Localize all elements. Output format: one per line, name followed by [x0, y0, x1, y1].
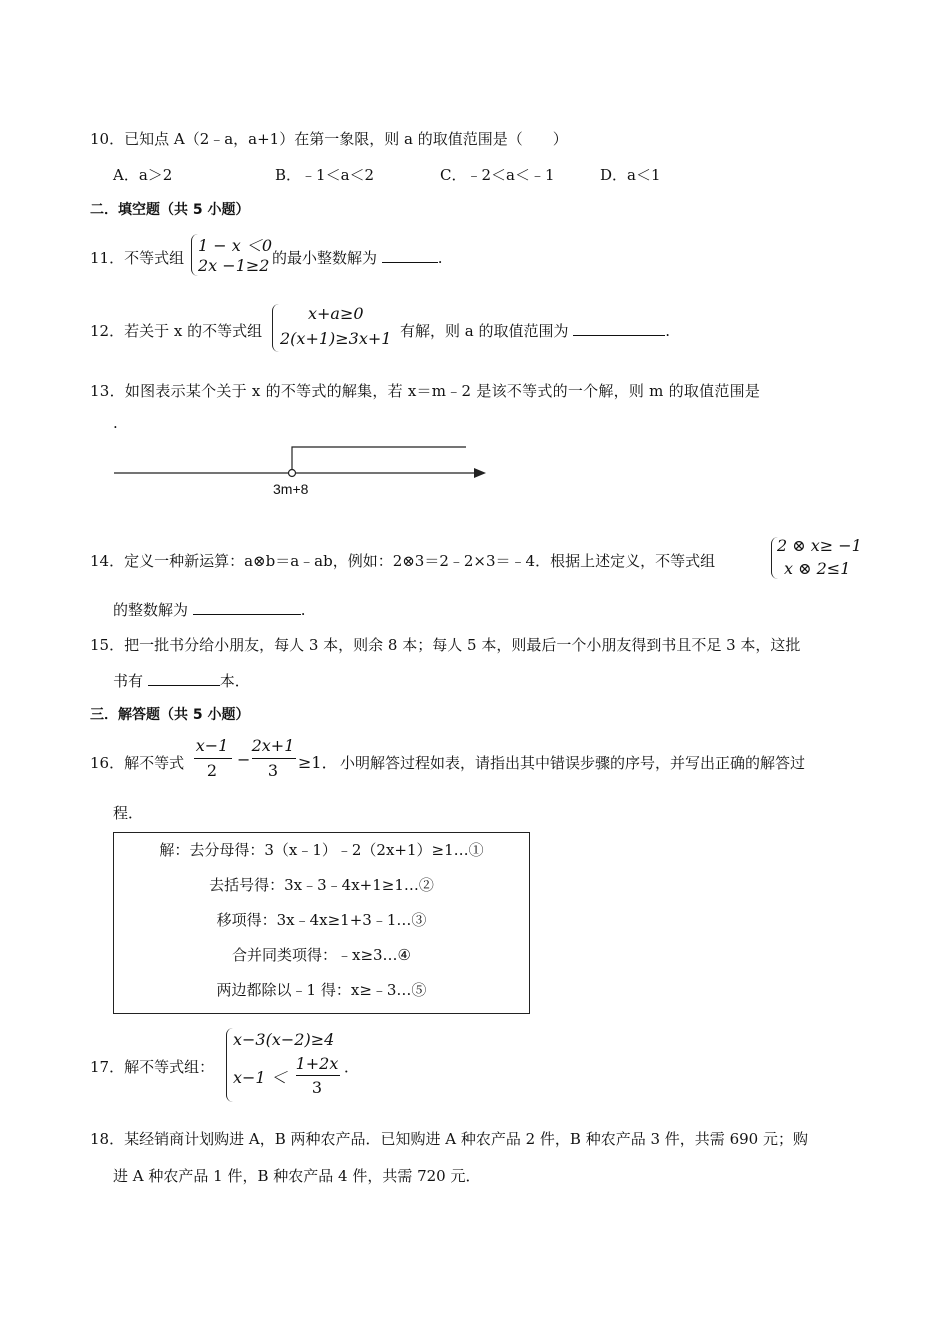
section-heading-fill-blank: 二．填空题（共 5 小题）	[90, 202, 250, 218]
q12-ineq-1: x+a≥0	[308, 304, 364, 323]
question-12-prefix: 12．若关于 x 的不等式组	[90, 322, 263, 340]
question-11-suffix: 的最小整数解为 .	[272, 249, 443, 267]
solution-step-5: 两边都除以﹣1 得：x≥﹣3…⑤	[216, 981, 427, 999]
fraction-bar	[252, 758, 296, 759]
question-18-cont: 进 A 种农产品 1 件，B 种农产品 4 件，共需 720 元．	[113, 1167, 481, 1185]
solution-box	[113, 832, 530, 1014]
option-a: A．a＞2	[113, 166, 173, 184]
q11-ineq-1: 1 − x ＜0	[198, 236, 273, 255]
question-16-prefix: 16．解不等式	[90, 754, 185, 772]
fraction-2-denominator: 3	[267, 761, 279, 780]
question-13-cont: .	[113, 414, 118, 432]
solution-step-3: 移项得：3x﹣4x≥1+3﹣1…③	[216, 911, 427, 929]
question-15-cont: 书有 本．	[113, 672, 250, 690]
fraction-1-numerator: x−1	[195, 736, 229, 755]
q17-fraction-denominator: 3	[311, 1078, 323, 1097]
question-16-cont: 程．	[113, 804, 144, 822]
minus-sign: −	[237, 750, 251, 769]
question-15-text: 15．把一批书分给小朋友，每人 3 本，则余 8 本；每人 5 本，则最后一个小朋友得到书且不足 3 本，这批	[90, 636, 801, 654]
question-18-text: 18．某经销商计划购进 A，B 两种农产品．已知购进 A 种农产品 2 件，B 种农产品 3 件，共需 690 元；购	[90, 1130, 808, 1148]
question-10-text: 10．已知点 A（2﹣a，a+1）在第一象限，则 a 的取值范围是（ ）	[90, 130, 568, 148]
solution-set-indicator	[292, 447, 466, 469]
q17-ineq-1: x−3(x−2)≥4	[233, 1030, 335, 1049]
q14-ineq-1: 2 ⊗ x≥ −1	[777, 536, 862, 555]
solution-step-2: 去括号得：3x﹣3﹣4x+1≥1…②	[209, 876, 434, 894]
section-heading-solve: 三．解答题（共 5 小题）	[90, 707, 250, 723]
q17-end: ．	[344, 1058, 360, 1076]
question-17-prefix: 17．解不等式组：	[90, 1058, 215, 1076]
q16-relation: ≥1．	[298, 753, 338, 772]
brace	[272, 304, 279, 352]
solution-step-4: 合并同类项得：﹣x≥3…④	[231, 946, 412, 964]
open-circle-endpoint	[289, 470, 296, 477]
brace	[226, 1028, 233, 1102]
option-c: C．﹣2＜a＜﹣1	[440, 166, 555, 184]
solution-step-1: 解：去分母得：3（x﹣1）﹣2（2x+1）≥1…①	[159, 841, 484, 859]
fraction-2-numerator: 2x+1	[251, 736, 295, 755]
question-16-text: 小明解答过程如表，请指出其中错误步骤的序号，并写出正确的解答过	[340, 754, 806, 772]
number-line-label: 3m+8	[273, 481, 309, 497]
question-11-prefix: 11．不等式组	[90, 249, 185, 267]
q17-ineq-2-left: x−1 ＜	[233, 1068, 287, 1087]
option-d: D．a＜1	[600, 166, 661, 184]
question-14-cont: 的整数解为 .	[113, 601, 306, 619]
q11-ineq-2: 2x −1≥2	[198, 256, 270, 275]
axis-arrow	[474, 468, 486, 478]
question-14-text: 14．定义一种新运算：a⊗b＝a﹣ab，例如：2⊗3＝2﹣2×3＝﹣4．根据上述定义，不等式组	[90, 552, 716, 570]
fraction-bar	[194, 758, 232, 759]
fraction-bar	[296, 1075, 340, 1076]
fraction-1-denominator: 2	[206, 761, 218, 780]
q17-fraction-numerator: 1+2x	[295, 1054, 339, 1073]
option-b: B．﹣1＜a＜2	[275, 166, 375, 184]
q12-ineq-2: 2(x+1)≥3x+1	[280, 329, 392, 348]
question-13-text: 13．如图表示某个关于 x 的不等式的解集，若 x＝m﹣2 是该不等式的一个解，则 m 的取值范围是	[90, 382, 761, 400]
question-12-suffix: 有解，则 a 的取值范围为 .	[400, 322, 671, 340]
q14-ineq-2: x ⊗ 2≤1	[784, 559, 851, 578]
brace	[191, 234, 198, 276]
